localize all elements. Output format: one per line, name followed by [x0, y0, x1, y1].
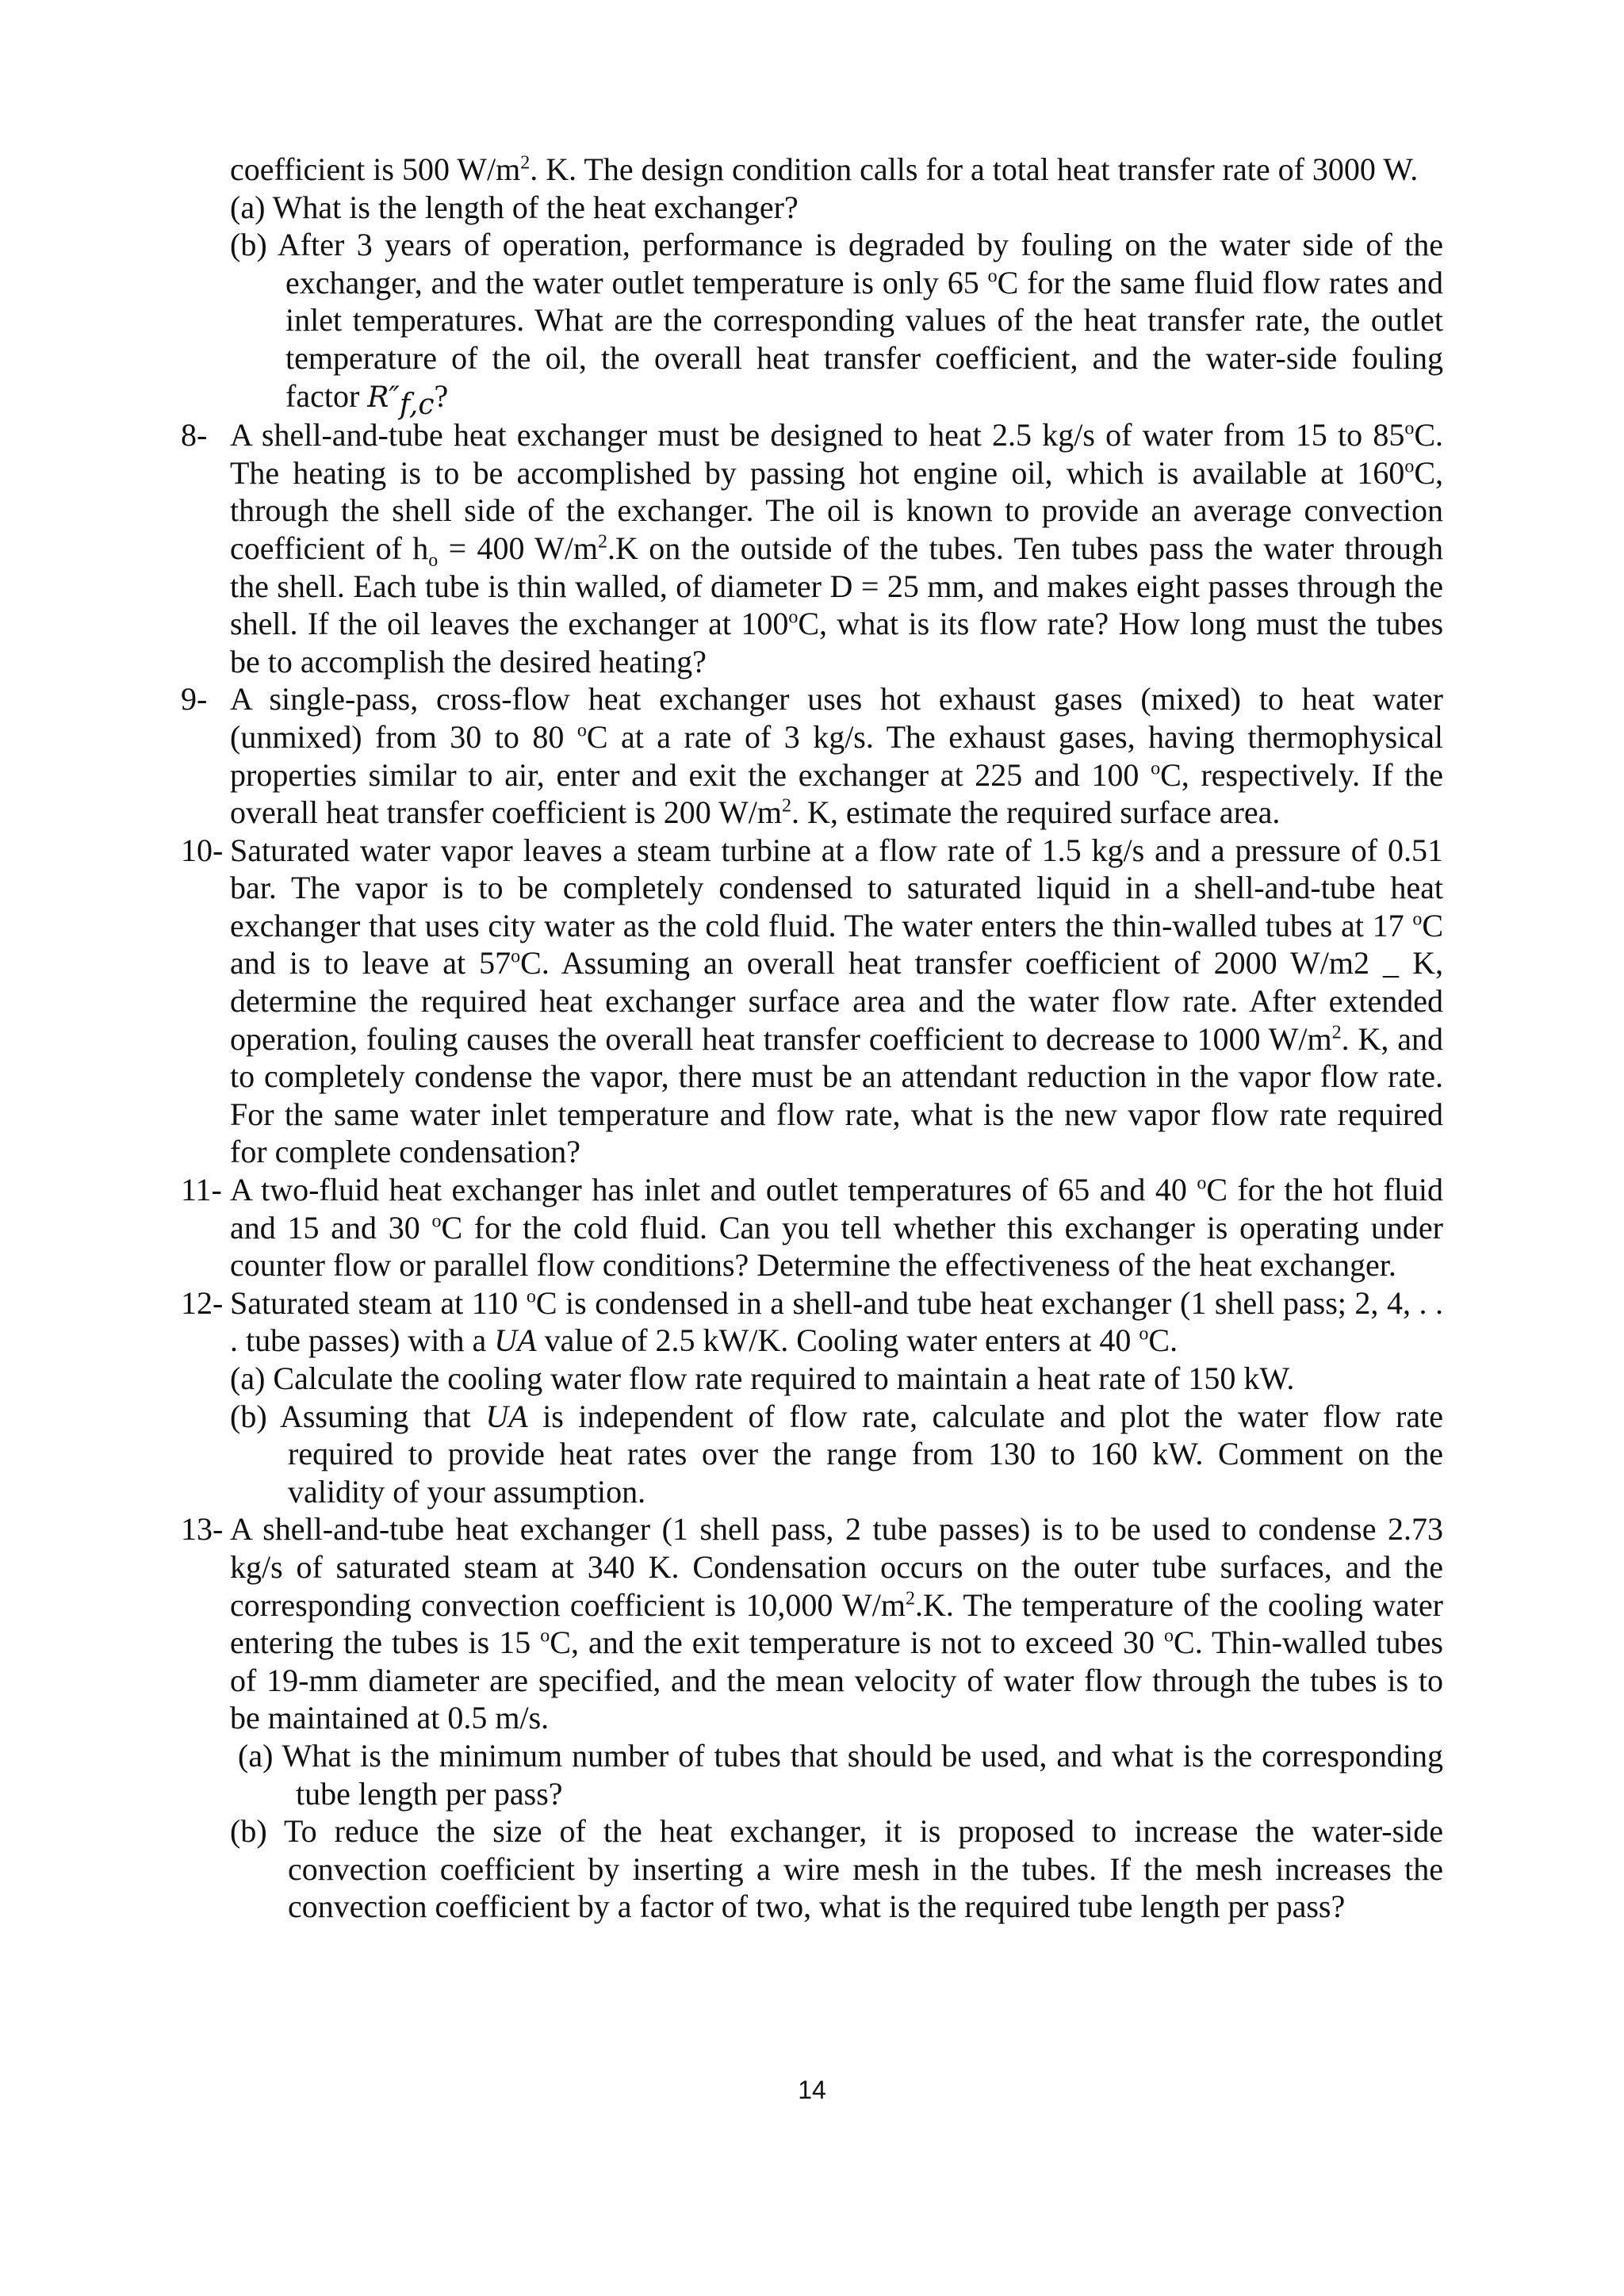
problem-13-part-b: (b) To reduce the size of the heat exchanger, it is proposed to increase the water-side convection coefficient by inserting a wire mesh in the tubes. If the mesh increases the convection coefficient by a factor of two, what is the required tube length per pass?: [230, 1813, 1443, 1925]
problem-13-text: A shell-and-tube heat exchanger (1 shell pass, 2 tube passes) is to be used to condense 2.73 kg/s of saturated steam at 340 K. Condensation occurs on the outer tube surfaces, and the corresponding convection coefficient is 10,000 $W/m^2.K$. The temperature of the cooling water entering the tubes is 15 $^o$C, and the exit temperature is not to exceed 30 $^o$C. Thin-walled tubes of 19-mm diameter are specified, and the mean velocity of water flow through the tubes is to be maintained at 0.5 m/s.: [230, 1511, 1444, 1736]
problem-list: [181, 151, 1444, 1926]
problem-number: 9-: [181, 681, 208, 718]
problem-11: [181, 1171, 1443, 1284]
page-number: 14: [798, 2076, 826, 2104]
problem-11-text: A two-fluid heat exchanger has inlet and outlet temperatures of 65 and 40 $^o$C for the hot fluid and 15 and 30 $^o$C for the cold fluid. Can you tell whether this exchanger is operating under counter flow or parallel flow conditions? Determine the effectiveness of the heat exchanger.: [230, 1172, 1443, 1284]
problem-12-text: Saturated steam at 110 $^o$C is condensed in a shell-and tube heat exchanger (1 shell pass; 2, 4, . . . tube passes) with a UA value of 2.5 kW/K. Cooling water enters at 40 $^o$C.: [230, 1284, 1443, 1359]
problem-12-part-b: (b) Assuming that UA is independent of flow rate, calculate and plot the water flow rate required to provide heat rates over the range from 130 to 160 kW. Comment on the validity of your assumption.: [230, 1398, 1443, 1510]
problem-10-text: Saturated water vapor leaves a steam turbine at a flow rate of 1.5 kg/s and a pressure of 0.51 bar. The vapor is to be completely condensed to saturated liquid in a shell-and-tube heat exchanger that uses city water as the cold fluid. The water enters the thin-walled tubes at 17 $^o$C and is to leave at 57$^o$C. Assuming an overall heat transfer coefficient of 2000 W/m2 _ K, determine the required heat exchanger surface area and the water flow rate. After extended operation, fouling causes the overall heat transfer coefficient to decrease to 1000 $W/m^2$. K, and to completely condense the vapor, there must be an attendant reduction in the vapor flow rate. For the same water inlet temperature and flow rate, what is the new vapor flow rate required for complete condensation?: [230, 832, 1443, 1170]
problem-12: [181, 1284, 1443, 1511]
problem-7-statement-end: coefficient is 500 $W/m^2$. K. The design condition calls for a total heat transfer rate of 3000 W.: [230, 151, 1419, 187]
problem-13: [181, 1510, 1444, 1926]
problem-13-part-a: (a) What is the minimum number of tubes that should be used, and what is the corresponding tube length per pass?: [238, 1737, 1443, 1812]
problem-number: 10-: [181, 832, 224, 868]
problem-9-text: A single-pass, cross-flow heat exchanger uses hot exhaust gases (mixed) to heat water (unmixed) from 30 to 80 $^o$C at a rate of 3 kg/s. The exhaust gases, having thermophysical properties similar to air, enter and exit the exchanger at 225 and 100 $^o$C, respectively. If the overall heat transfer coefficient is 200 $W/m^2$. K, estimate the required surface area.: [230, 681, 1443, 831]
problem-number: 12-: [181, 1284, 224, 1321]
problem-12-part-a: (a) Calculate the cooling water flow rate required to maintain a heat rate of 150 kW.: [230, 1360, 1295, 1396]
problem-number: 13-: [181, 1511, 224, 1548]
problem-9: [181, 680, 1443, 831]
problem-number: 11-: [181, 1172, 222, 1208]
problem-7-continuation: [230, 151, 1443, 421]
problem-10: [181, 832, 1443, 1171]
fouling-factor-symbol: R″: [367, 381, 400, 414]
problem-7-part-b: (b) After 3 years of operation, performance is degraded by fouling on the water side of the exchanger, and the water outlet temperature is only 65 $^o$C for the same fluid flow rates and inlet temperatures. What are the corresponding values of the heat transfer rate, the outlet temperature of the oil, the overall heat transfer coefficient, and the water-side fouling factor $R''_{f,c}$?: [230, 227, 1443, 421]
problem-number: 8-: [181, 417, 208, 453]
problem-7-part-a: (a) What is the length of the heat exchanger?: [230, 189, 799, 225]
problem-8-text: A shell-and-tube heat exchanger must be designed to heat 2.5 kg/s of water from 15 to 85$^o$C. The heating is to be accomplished by passing hot engine oil, which is available at 160$^o$C, through the shell side of the exchanger. The oil is known to provide an average convection coefficient of $h_o = 400$ $W/m^2.K$ on the outside of the tubes. Ten tubes pass the water through the shell. Each tube is thin walled, of diameter D = 25 mm, and makes eight passes through the shell. If the oil leaves the exchanger at 100$^o$C, what is its flow rate? How long must the tubes be to accomplish the desired heating?: [230, 417, 1444, 679]
problem-8: [181, 416, 1444, 680]
